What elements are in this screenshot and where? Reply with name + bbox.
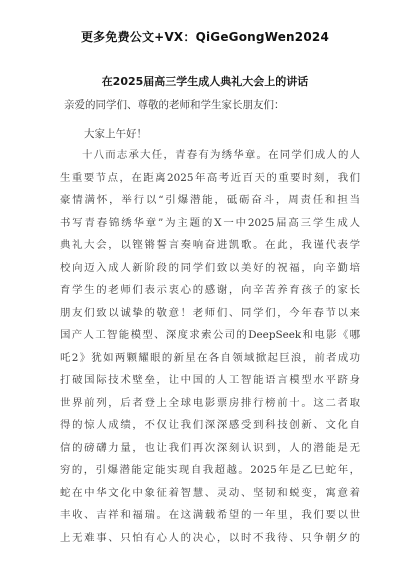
body-line: 育学生的老师们表示衷心的感谢，向辛苦养育孩子的家长	[60, 284, 360, 296]
body-line: 上无难事、只怕有心人的决心，以时不我待、只争朝夕的	[60, 531, 360, 544]
body-line: 校向迈入成人新阶段的同学们致以美好的祝福，向辛勤培	[60, 261, 360, 274]
body-line: 得的惊人成绩，不仅让我们深深感受到科技创新、文化自	[60, 419, 360, 431]
body-line: 打破国际技术壁垒，让中国的人工智能语言模型水平跻身	[60, 374, 360, 386]
body-paragraph	[60, 144, 360, 549]
promo-banner: 更多免费公文+VX：QiGeGongWen2024	[80, 30, 329, 44]
body-line: 蛇在中华文化中象征着智慧、灵动、坚韧和蜕变，寓意着	[60, 486, 360, 499]
greeting: 大家上午好！	[84, 128, 147, 140]
body-line: 典礼大会，以铿锵誓言奏响奋进凯歌。在此，我谨代表学	[60, 239, 360, 251]
document-title: 在2025届高三学生成人典礼大会上的讲话	[101, 75, 309, 88]
body-line: 丰收、吉祥和福瑞。在这满载希望的一年里，我们要以世	[60, 509, 360, 521]
body-line: 朋友们致以诚挚的敬意！老师们、同学们，今年春节以来	[60, 306, 360, 319]
body-line: 书写青春锦绣华章”为主题的X一中2025届高三学生成人	[60, 216, 360, 229]
body-line: 豪情满怀，举行以“引爆潜能，砥砺奋斗，周责任和担当	[60, 194, 360, 206]
body-line: 国产人工智能模型、深度求索公司的DeepSeek和电影《哪	[60, 329, 360, 341]
body-line: 穷的，引爆潜能定能实现自我超越。2025年是乙巳蛇年，	[60, 464, 360, 476]
body-line: 十八而志承大任，青春有为绣华章。在同学们成人的人	[82, 149, 360, 161]
body-line: 生重要节点，在距离2025年高考近百天的重要时刻，我们	[60, 171, 360, 184]
body-line: 信的磅礴力量，也让我们再次深刻认识到，人的潜能是无	[60, 441, 360, 454]
body-line: 吒2》犹如两颗耀眼的新星在各自领域掀起巨浪，前者成功	[60, 351, 360, 364]
body-line: 世界前列，后者登上全球电影票房排行榜前十。这二者取	[60, 396, 360, 409]
salutation: 亲爱的同学们、尊敬的老师和学生家长朋友们：	[64, 99, 285, 111]
